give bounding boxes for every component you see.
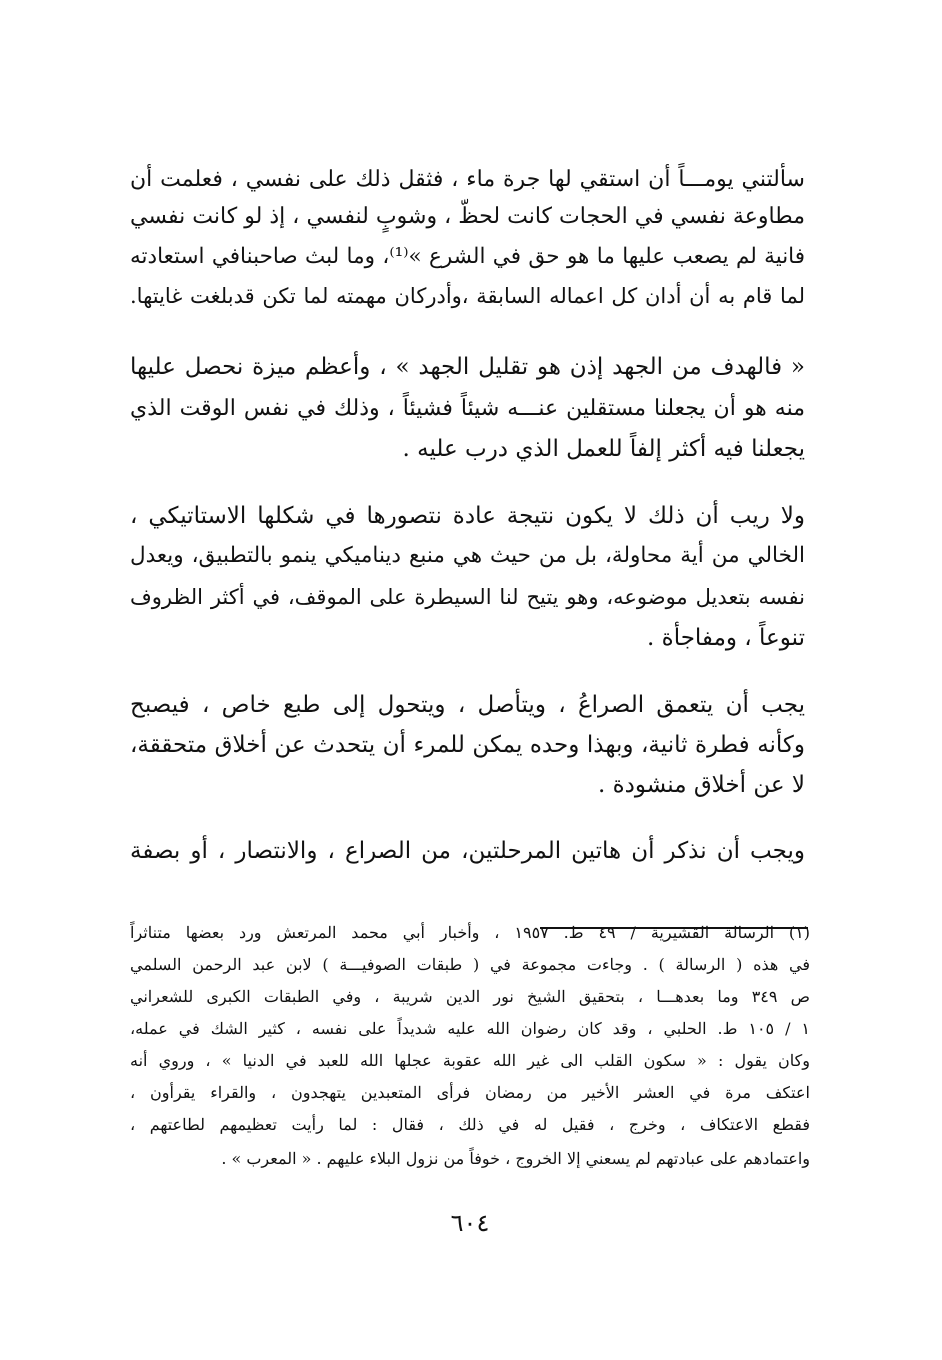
page-number: ٦٠٤ (450, 1209, 490, 1237)
text-line: ولا ريب أن ذلك لا يكون نتيجة عادة نتصورها في شكلها الاستاتيكي ، (130, 503, 805, 529)
text-line: فانية لم يصعب عليها ما هو حق في الشرع »⁽¹⁾، وما لبث صاحبنافي استعادته (130, 244, 805, 269)
footnote-line: فقطع الاعتكاف ، وخرج ، فقيل له في ذلك ، فقال : لما رأيت تعظيمهم لطاعتهم ، (130, 1115, 810, 1134)
text-line: « فالهدف من الجهد إذن هو تقليل الجهد » ، وأعظم ميزة نحصل عليها (130, 354, 805, 380)
text-line: تنوعاً ، ومفاجأة . (647, 625, 805, 651)
footnote-line: اعتكف مرة في العشر الأخير من رمضان فرأى المتعبدين يتهجدون ، والقراء يقرأون ، (130, 1083, 810, 1102)
text-line: يجعلنا فيه أكثر إلفاً للعمل الذي درب عليه . (402, 436, 805, 462)
footnote-line: وكان يقول : « سكون القلب الى غير الله عقوبة عجلها الله للعبد في الدنيا » ، وروي أنه (130, 1051, 810, 1070)
text-line: منه هو أن يجعلنا مستقلين عنـــه شيئاً فشيئاً ، وذلك في نفس الوقت الذي (130, 396, 805, 421)
footnote-line: ص ٣٤٩ وما بعدهـــا ، بتحقيق الشيخ نور الدين شريبة ، وفي الطبقات الكبرى للشعراني (130, 987, 810, 1006)
text-line: مطاوعة نفسي في الحجات كانت لحظّ ، وشوبٍ لنفسي ، إذ لو كانت نفسي (130, 204, 805, 229)
footnote-line: (١) الرسالة القشيرية / ٤٩ ط. ١٩٥٧ ، وأخبار أبي محمد المرتعش ورد بعضها متناثراً (130, 923, 810, 942)
text-line: نفسه بتعديل موضوعه، وهو يتيح لنا السيطرة على الموقف، في أكثر الظروف (130, 585, 805, 609)
text-line: يجب أن يتعمق الصراعُ ، ويتأصل ، ويتحول إلى طبع خاص ، فيصبح (130, 692, 805, 718)
text-line: الخالي من أية محاولة، بل من حيث هي منبع ديناميكي ينمو بالتطبيق، ويعدل (130, 543, 805, 568)
footnote-line: واعتمادهم على عبادتهم لم يسعني إلا الخروج ، خوفاً من نزول البلاء عليهم . « المعرب » . (221, 1149, 810, 1168)
text-line: سألتني يومـــاً أن استقي لها جرة ماء ، فثقل ذلك على نفسي ، فعلمت أن (130, 167, 805, 192)
footnote-line: في هذه ( الرسالة ) . وجاءت مجموعة في ( طبقات الصوفيـــة ) لابن عبد الرحمن السلمي (130, 955, 810, 974)
text-line: لا عن أخلاق منشودة . (597, 772, 805, 798)
text-line: ويجب أن نذكر أن هاتين المرحلتين، من الصراع ، والانتصار ، أو بصفة (130, 838, 805, 864)
text-line: وكأنه فطرة ثانية، وبهذا وحده يمكن للمرء أن يتحدث عن أخلاق متحققة، (130, 732, 805, 758)
footnote-line: ١ / ١٠٥ ط. الحلبي ، وقد كان رضوان الله عليه شديداً على نفسه ، كثير الشك في عمله، (130, 1019, 810, 1038)
text-line: لما قام به أن أدان كل اعماله السابقة ،وأدركان مهمته لما تكن قدبلغت غايتها. (130, 284, 805, 308)
